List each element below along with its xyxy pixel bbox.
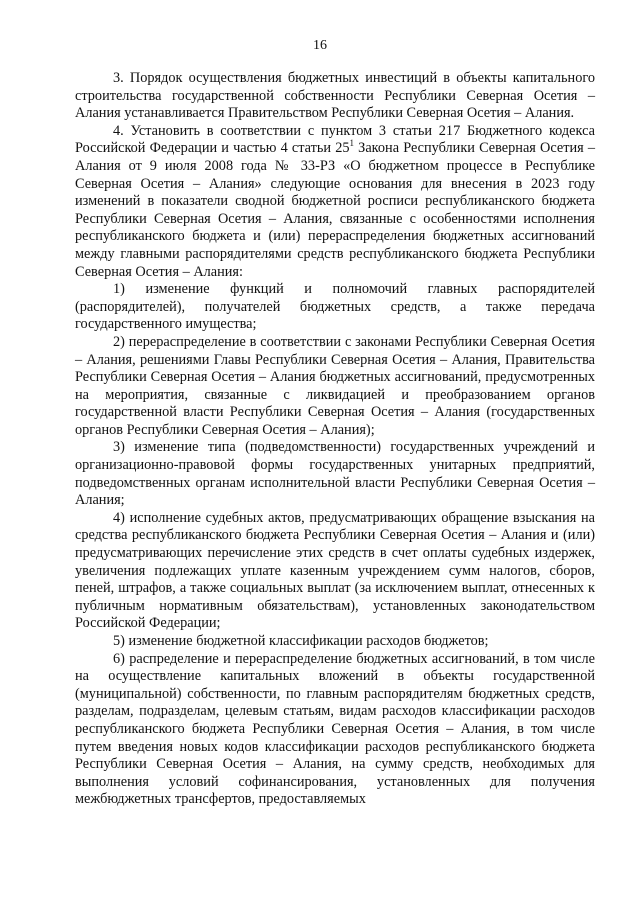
list-item-4: 4) исполнение судебных актов, предусматривающих обращение взыскания на средства республиканского бюджета Республики Северная Осетия – Алания и (или) предусматривающих перечисление этих средств в счет оплаты судебных издержек, увеличения подлежащих уплате казенным учреждением сумм налогов, сборов, пеней, штрафов, а также социальных выплат (за исключением выплат, отнесенных к публичным нормативным обязательствам), установленных законодательством Российской Федерации; [75, 509, 595, 632]
list-item-6: 6) распределение и перераспределение бюджетных ассигнований, в том числе на осуществление капитальных вложений в объекты государственной (муниципальной) собственности, по главным распорядителям бюджетных средств, разделам, подразделам, целевым статьям, видам расходов классификации расходов республиканского бюджета Республики Северная Осетия – Алания, в том числе путем введения новых кодов классификации расходов республиканского бюджета Республики Северная Осетия – Алания, на сумму средств, необходимых для выполнения условий софинансирования, установленных для получения межбюджетных трансфертов, предоставляемых [75, 650, 595, 808]
document-body [75, 70, 595, 809]
list-item-5: 5) изменение бюджетной классификации расходов бюджетов; [113, 633, 489, 649]
list-item-1: 1) изменение функций и полномочий главных распорядителей (распорядителей), получателей бюджетных средств, а также передача государственного имущества; [75, 281, 595, 333]
list-item-3: 3) изменение типа (подведомственности) государственных учреждений и организационно-правовой формы государственных унитарных предприятий, подведомственных органам исполнительной власти Республики Северная Осетия – Алания; [75, 439, 595, 509]
paragraph-3: 3. Порядок осуществления бюджетных инвестиций в объекты капитального строительства государственной собственности Республики Северная Осетия – Алания устанавливается Правительством Республики Северная Осетия – Алания. [75, 70, 595, 122]
paragraph-4-text-start: 4. Установить в соответствии с пунктом 3 статьи 217 Бюджетного кодекса Российской Федерации и частью 4 статьи 25 [75, 122, 595, 157]
list-item-2: 2) перераспределение в соответствии с законами Республики Северная Осетия – Алания, решениями Главы Республики Северная Осетия – Алания, Правительства Республики Северная Осетия – Алания бюджетных ассигнований, предусмотренных на мероприятия, связанные с ликвидацией и преобразованием органов государственной власти Республики Северная Осетия – Алания (государственных органов Республики Северная Осетия – Алания); [75, 333, 595, 438]
page-number: 16 [313, 38, 327, 53]
paragraph-4-text-end: Закона Республики Северная Осетия – Алания от 9 июля 2008 года № 33-РЗ «О бюджетном процессе в Республике Северная Осетия – Алания» следующие основания для внесения в 2023 году изменений в показатели сводной бюджетной росписи республиканского бюджета Республики Северная Осетия – Алания, связанные с особенностями исполнения республиканского бюджета и (или) перераспределения бюджетных ассигнований между главными распорядителями средств республиканского бюджета Республики Северная Осетия – Алания: [75, 140, 595, 280]
paragraph-4 [75, 123, 595, 281]
article-superscript: 1 [349, 138, 355, 149]
